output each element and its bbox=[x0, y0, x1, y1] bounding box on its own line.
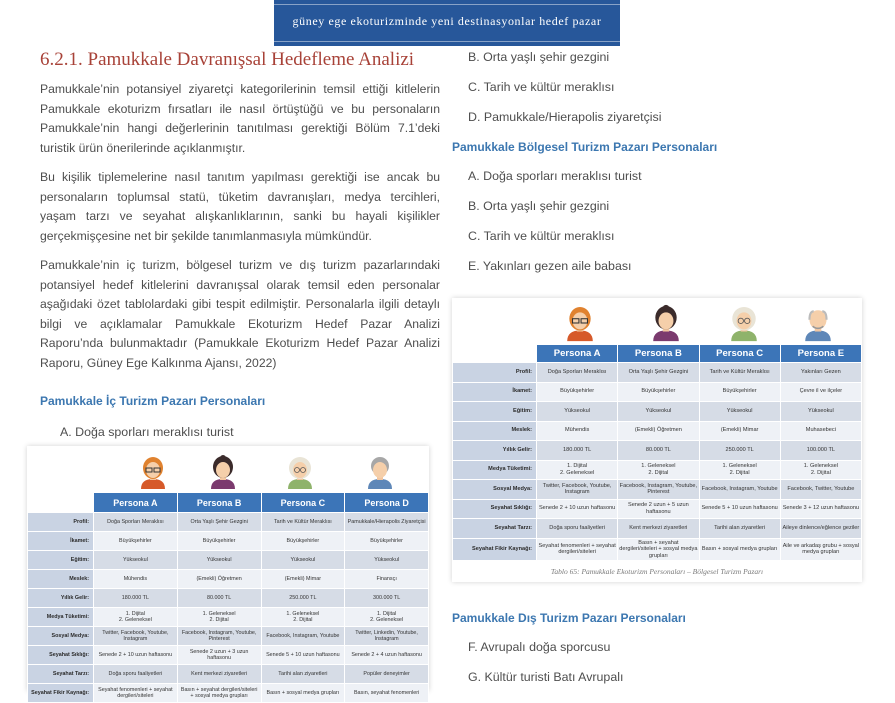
table-cell: Mühendis bbox=[537, 421, 618, 441]
table-cell: Doğa Sporları Meraklısı bbox=[537, 363, 618, 383]
table-row bbox=[28, 532, 429, 551]
row-label: Seyahat Fikir Kaynağı: bbox=[453, 538, 537, 561]
table-cell: Yükseokul bbox=[699, 402, 780, 422]
table-cell: (Emekli) Öğretmen bbox=[177, 570, 261, 589]
row-label: Yıllık Gelir: bbox=[28, 589, 94, 608]
table-cell: Basın + sosyal medya grupları bbox=[699, 538, 780, 561]
dis-item-g: G. Kültür turisti Batı Avrupalı bbox=[468, 670, 624, 684]
table-cell: Facebook, Instagram, Youtube bbox=[261, 627, 345, 646]
table-cell: Senede 2 uzun + 5 uzun haftasonu bbox=[618, 499, 699, 519]
row-label: Medya Tüketimi: bbox=[453, 460, 537, 480]
table-cell: Senede 5 + 10 uzun haftasonu bbox=[261, 646, 345, 665]
row-label: Sosyal Medya: bbox=[453, 480, 537, 500]
bolgesel-item-c: C. Tarih ve kültür meraklısı bbox=[468, 229, 615, 243]
table-cell: Senede 5 + 10 uzun haftasonu bbox=[699, 499, 780, 519]
table-cell: 250.000 TL bbox=[261, 589, 345, 608]
table-row bbox=[453, 480, 862, 500]
table-cell: 1. Dijital 2. Geleneksel bbox=[94, 608, 178, 627]
table-cell: Büyükşehirler bbox=[345, 532, 429, 551]
table-cell: Pamukkale/Hierapolis Ziyaretçisi bbox=[345, 513, 429, 532]
table-cell: Tarihi alan ziyaretleri bbox=[699, 519, 780, 539]
table-cell: Twitter, Linkedin, Youtube, Instagram bbox=[345, 627, 429, 646]
table-cell: Tarihi alan ziyaretleri bbox=[261, 665, 345, 684]
table-row bbox=[28, 589, 429, 608]
table-row bbox=[28, 627, 429, 646]
table-cell: Yükseokul bbox=[537, 402, 618, 422]
table-cell: Büyükşehirler bbox=[177, 532, 261, 551]
table-cell: Yükseokul bbox=[177, 551, 261, 570]
table-cell: 1. Geleneksel 2. Dijital bbox=[177, 608, 261, 627]
page-header-banner: güney ege ekoturizminde yeni destinasyonlar hedef pazar analizi bbox=[274, 0, 620, 46]
table-row bbox=[28, 665, 429, 684]
table-cell: Yükseokul bbox=[261, 551, 345, 570]
table-cell: Doğa sporu faaliyetleri bbox=[94, 665, 178, 684]
table-row bbox=[453, 363, 862, 383]
table-cell: Muhasebeci bbox=[780, 421, 861, 441]
table-cell: Basın, seyahat fenomenleri bbox=[345, 684, 429, 703]
row-label: Profil: bbox=[28, 513, 94, 532]
row-label: Seyahat Fikir Kaynağı: bbox=[28, 684, 94, 703]
table-cell: Yükseokul bbox=[94, 551, 178, 570]
header-persona-b: Persona B bbox=[618, 345, 699, 363]
dis-item-f: F. Avrupalı doğa sporcusu bbox=[468, 640, 611, 654]
row-label: Sosyal Medya: bbox=[28, 627, 94, 646]
table-cell: Yükseokul bbox=[780, 402, 861, 422]
table-cell: Aile ve arkadaş grubu + sosyal medya grupları bbox=[780, 538, 861, 561]
table-row bbox=[453, 402, 862, 422]
table-cell: Basın + seyahat dergileri/siteleri + sosyal medya grupları bbox=[618, 538, 699, 561]
table-cell: Senede 3 + 12 uzun haftasonu bbox=[780, 499, 861, 519]
section-title: 6.2.1. Pamukkale Davranışsal Hedefleme Analizi bbox=[40, 49, 415, 70]
avatar-bald-man-icon bbox=[802, 304, 834, 342]
header-persona-c: Persona C bbox=[261, 493, 345, 513]
table-cell: Doğa sporu faaliyetleri bbox=[537, 519, 618, 539]
row-label: Eğitim: bbox=[453, 402, 537, 422]
table-cell: Büyükşehirler bbox=[537, 382, 618, 402]
table-row bbox=[28, 570, 429, 589]
table-cell: 80.000 TL bbox=[177, 589, 261, 608]
table-cell: 180.000 TL bbox=[94, 589, 178, 608]
bolgesel-item-e: E. Yakınları gezen aile babası bbox=[468, 259, 632, 273]
header-persona-e: Persona E bbox=[780, 345, 861, 363]
avatar-row bbox=[452, 298, 862, 344]
table-cell: Mühendis bbox=[94, 570, 178, 589]
row-label: Profil: bbox=[453, 363, 537, 383]
avatar-dark-hair-icon bbox=[208, 455, 238, 489]
table-row bbox=[453, 460, 862, 480]
table-cell: Aileye dinlence/eğlence geziler bbox=[780, 519, 861, 539]
table-cell: 1. Dijital 2. Geleneksel bbox=[345, 608, 429, 627]
ic-item-d: D. Pamukkale/Hierapolis ziyaretçisi bbox=[468, 110, 662, 124]
table-cell: Orta Yaşlı Şehir Gezgini bbox=[618, 363, 699, 383]
ic-item-b: B. Orta yaşlı şehir gezgini bbox=[468, 50, 610, 64]
table-cell: Senede 2 + 10 uzun haftasonu bbox=[94, 646, 178, 665]
table-row bbox=[453, 441, 862, 461]
bolgesel-item-b: B. Orta yaşlı şehir gezgini bbox=[468, 199, 610, 213]
row-label: Meslek: bbox=[28, 570, 94, 589]
table-cell: (Emekli) Mimar bbox=[261, 570, 345, 589]
table-cell: 300.000 TL bbox=[345, 589, 429, 608]
persona-table-bolgesel bbox=[452, 298, 862, 582]
table-cell: Yükseokul bbox=[618, 402, 699, 422]
table-row bbox=[28, 646, 429, 665]
header-persona-a: Persona A bbox=[94, 493, 178, 513]
table-cell: Basın + sosyal medya grupları bbox=[261, 684, 345, 703]
table-row bbox=[453, 499, 862, 519]
row-label: İkamet: bbox=[28, 532, 94, 551]
table-cell: Facebook, Instagram, Youtube, Pinterest bbox=[618, 480, 699, 500]
row-label: Seyahat Tarzı: bbox=[28, 665, 94, 684]
table-caption: Tablo 65: Pamukkale Ekoturizm Personaları – Bölgesel Turizm Pazarı bbox=[550, 567, 764, 577]
table-row bbox=[28, 513, 429, 532]
table-cell: Seyahat fenomenleri + seyahat dergileri/siteleri bbox=[537, 538, 618, 561]
header-persona-c: Persona C bbox=[699, 345, 780, 363]
table-cell: 180.000 TL bbox=[537, 441, 618, 461]
table-cell: Yakınları Gezen bbox=[780, 363, 861, 383]
avatar-row bbox=[27, 446, 429, 492]
table-cell: (Emekli) Mimar bbox=[699, 421, 780, 441]
table-cell: Büyükşehirler bbox=[94, 532, 178, 551]
row-label: Yıllık Gelir: bbox=[453, 441, 537, 461]
persona-table-ic bbox=[27, 446, 429, 699]
row-label: Meslek: bbox=[453, 421, 537, 441]
table-cell: Twitter, Facebook, Youtube, Instagram bbox=[537, 480, 618, 500]
avatar-grey-hair-man-icon bbox=[365, 455, 395, 489]
header-empty bbox=[453, 345, 537, 363]
persona-table-ic-grid bbox=[27, 492, 429, 703]
table-row bbox=[28, 551, 429, 570]
table-cell: Tarih ve Kültür Meraklısı bbox=[261, 513, 345, 532]
avatar-orange-glasses-icon bbox=[564, 304, 596, 342]
table-cell: Yükseokul bbox=[345, 551, 429, 570]
table-cell: Kent merkezi ziyaretleri bbox=[177, 665, 261, 684]
persona-table-bolgesel-grid bbox=[452, 344, 862, 561]
avatar-white-hair-icon bbox=[728, 304, 760, 342]
table-cell: Doğa Sporları Meraklısı bbox=[94, 513, 178, 532]
table-cell: Basın + seyahat dergileri/siteleri + sosyal medya grupları bbox=[177, 684, 261, 703]
table-cell: Facebook, Instagram, Youtube, Pinterest bbox=[177, 627, 261, 646]
table-cell: (Emekli) Öğretmen bbox=[618, 421, 699, 441]
table-cell: Büyükşehirler bbox=[261, 532, 345, 551]
table-row bbox=[28, 684, 429, 703]
avatar-orange-glasses-icon bbox=[138, 455, 168, 489]
table-row bbox=[453, 538, 862, 561]
table-cell: 250.000 TL bbox=[699, 441, 780, 461]
avatar-white-hair-icon bbox=[285, 455, 315, 489]
row-label: Medya Tüketimi: bbox=[28, 608, 94, 627]
ic-item-c: C. Tarih ve kültür meraklısı bbox=[468, 80, 615, 94]
row-label: Seyahat Tarzı: bbox=[453, 519, 537, 539]
table-cell: Facebook, Instagram, Youtube bbox=[699, 480, 780, 500]
table-cell: Seyahat fenomenleri + seyahat dergileri/siteleri bbox=[94, 684, 178, 703]
table-cell: 80.000 TL bbox=[618, 441, 699, 461]
table-cell: Kent merkezi ziyaretleri bbox=[618, 519, 699, 539]
bolgesel-item-a: A. Doğa sporları meraklısı turist bbox=[468, 169, 642, 183]
left-column bbox=[40, 45, 440, 373]
header-empty bbox=[28, 493, 94, 513]
table-row bbox=[28, 608, 429, 627]
table-cell: Çevre il ve ilçeler bbox=[780, 382, 861, 402]
table-cell: 1. Geleneksel 2. Dijital bbox=[780, 460, 861, 480]
table-cell: Büyükşehirler bbox=[618, 382, 699, 402]
table-cell: Facebook, Twitter, Youtube bbox=[780, 480, 861, 500]
ic-turizm-heading: Pamukkale İç Turizm Pazarı Personaları bbox=[40, 394, 266, 408]
header-persona-a: Persona A bbox=[537, 345, 618, 363]
table-row bbox=[453, 519, 862, 539]
dis-turizm-heading: Pamukkale Dış Turizm Pazarı Personaları bbox=[452, 611, 686, 625]
row-label: Seyahat Sıklığı: bbox=[28, 646, 94, 665]
table-cell: Tarih ve Kültür Meraklısı bbox=[699, 363, 780, 383]
header-persona-d: Persona D bbox=[345, 493, 429, 513]
avatar-dark-hair-icon bbox=[650, 304, 682, 342]
row-label: Seyahat Sıklığı: bbox=[453, 499, 537, 519]
header-persona-b: Persona B bbox=[177, 493, 261, 513]
table-cell: Senede 2 + 10 uzun haftasonu bbox=[537, 499, 618, 519]
paragraph-3: Pamukkale’nin iç turizm, bölgesel turizm ve dış turizm pazarlarındaki potansiyel hedef kitlelerini davranışsal olarak temsil eden personalar aşağıdaki özet tablolardaki gibi tespit edilmiştir. Personalarla ilgili detaylı bilgi ve açıklamalar Pamukkale Ekoturizm Hedef Pazar Analizi Raporu’nda bulunmaktadır (Pamukkale Ekoturizm Hedef Pazar Analizi Raporu, Güney Ege Kalkınma Ajansı, 2022) bbox=[40, 258, 440, 370]
table-cell: Senede 2 + 4 uzun haftasonu bbox=[345, 646, 429, 665]
paragraph-1: Pamukkale’nin potansiyel ziyaretçi kategorilerinin temsil ettiği kitlelerin Pamukkale ekoturizm fırsatları ile nasıl örtüştüğü ve bu personaların Pamukkale’nin hangi değerlerinin tanıtılması gerektiği Bölüm 7.1’deki turistik ürün önerilerinde açıklanmıştır. bbox=[40, 82, 440, 155]
table-cell: 1. Geleneksel 2. Dijital bbox=[699, 460, 780, 480]
table-cell: Twitter, Facebook, Youtube, Instagram bbox=[94, 627, 178, 646]
table-row bbox=[453, 382, 862, 402]
table-cell: 100.000 TL bbox=[780, 441, 861, 461]
ic-item-a: A. Doğa sporları meraklısı turist bbox=[60, 425, 234, 439]
table-cell: Finansçı bbox=[345, 570, 429, 589]
table-cell: Senede 2 uzun + 3 uzun haftasonu bbox=[177, 646, 261, 665]
table-cell: 1. Geleneksel 2. Dijital bbox=[618, 460, 699, 480]
table-cell: 1. Dijital 2. Geleneksel bbox=[537, 460, 618, 480]
table-cell: Büyükşehirler bbox=[699, 382, 780, 402]
table-cell: 1. Geleneksel 2. Dijital bbox=[261, 608, 345, 627]
table-cell: Popüler deneyimler bbox=[345, 665, 429, 684]
table-row bbox=[453, 421, 862, 441]
table-cell: Orta Yaşlı Şehir Gezgini bbox=[177, 513, 261, 532]
paragraph-2: Bu kişilik tiplemelerine nasıl tanıtım yapılması gerektiği ise ancak bu personaların toplumsal statü, tüketim davranışları, medya tercihleri, yaşam tarzı ve seyahat alışkanlıklarının, sanki bu hayali kişilikler gerçekmişçesine net bir şekilde tanımlanmasıyla mümkündür. bbox=[40, 170, 440, 243]
bolgesel-turizm-heading: Pamukkale Bölgesel Turizm Pazarı Personaları bbox=[452, 140, 718, 154]
row-label: İkamet: bbox=[453, 382, 537, 402]
row-label: Eğitim: bbox=[28, 551, 94, 570]
